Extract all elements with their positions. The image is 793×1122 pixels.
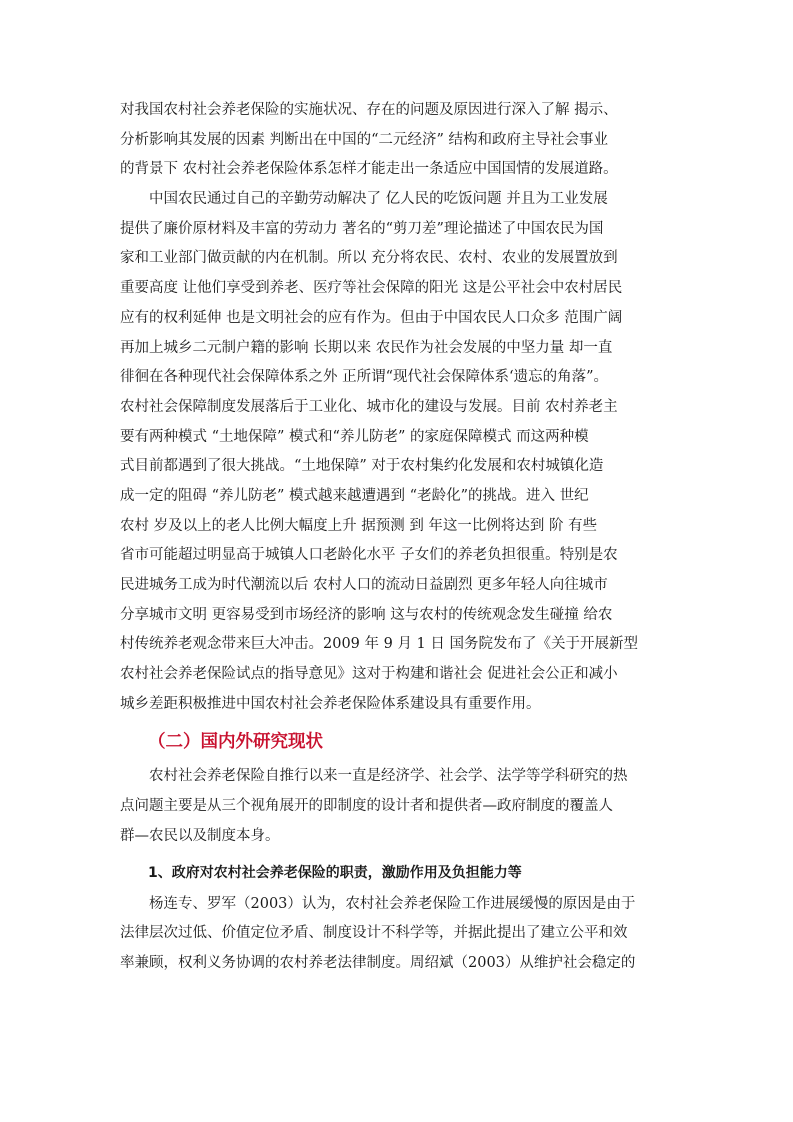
text-line: 家和工业部门做贡献的内在机制。所以 充分将农民、农村、农业的发展置放到 xyxy=(120,250,618,267)
text-line: 重要高度 让他们享受到养老、医疗等社会保障的阳光 这是公平社会中农村居民 xyxy=(120,280,623,297)
text-line: 要有两种模式 “土地保障” 模式和“养儿防老” 的家庭保障模式 而这两种模 xyxy=(120,428,589,445)
text-line: 的背景下 农村社会养老保险体系怎样才能走出一条适应中国国情的发展道路。 xyxy=(120,161,618,178)
text-line: 省市可能超过明显高于城镇人口老龄化水平 子女们的养老负担很重。特别是农 xyxy=(120,547,618,564)
text-line: 分享城市文明 更容易受到市场经济的影响 这与农村的传统观念发生碰撞 给农 xyxy=(120,606,613,623)
text-line: 农村社会养老保险自推行以来一直是经济学、社会学、法学等学科研究的热 xyxy=(149,768,628,785)
text-line: 法律层次过低、价值定位矛盾、制度设计不科学等，并据此提出了建立公平和效 xyxy=(120,925,628,942)
text-line: 率兼顾，权利义务协调的农村养老法律制度。周绍斌（2003）从维护社会稳定的 xyxy=(120,954,636,971)
text-line: 农村社会保障制度发展落后于工业化、城市化的建设与发展。目前 农村养老主 xyxy=(120,398,618,415)
paragraph-intro-continued xyxy=(120,96,685,185)
text-line: 点问题主要是从三个视角展开的即制度的设计者和提供者—政府制度的覆盖人 xyxy=(120,798,613,815)
text-line: 应有的权利延伸 也是文明社会的应有作为。但由于中国农民人口众多 范围广阔 xyxy=(120,309,623,326)
text-line: 对我国农村社会养老保险的实施状况、存在的问题及原因进行深入了解 揭示、 xyxy=(120,102,618,118)
text-line: 式目前都遇到了很大挑战。“土地保障” 对于农村集约化发展和农村城镇化造 xyxy=(120,458,604,475)
text-line: 再加上城乡二元制户籍的影响 长期以来 农民作为社会发展的中坚力量 却一直 xyxy=(120,339,613,356)
text-line: 杨连专、罗军（2003）认为，农村社会养老保险工作进展缓慢的原因是由于 xyxy=(149,895,636,912)
paragraph-research-overview xyxy=(120,762,685,851)
text-line: 城乡差距积极推进中国农村社会养老保险体系建设具有重要作用。 xyxy=(120,695,541,712)
text-line: 农村 岁及以上的老人比例大幅度上升 据预测 到 年这一比例将达到 阶 有些 xyxy=(120,517,598,534)
text-line: 中国农民通过自己的辛勤劳动解决了 亿人民的吃饭问题 并且为工业发展 xyxy=(149,191,608,208)
paragraph-background xyxy=(120,185,685,719)
text-line: 村传统养老观念带来巨大冲击。2009 年 9 月 1 日 国务院发布了《关于开展新型 xyxy=(120,636,639,653)
text-line: 分析影响其发展的因素 判断出在中国的“二元经济” 结构和政府主导社会事业 xyxy=(120,131,609,148)
text-line: 民进城务工成为时代潮流以后 农村人口的流动日益剧烈 更多年轻人向往城市 xyxy=(120,577,608,593)
document-body xyxy=(120,96,685,979)
text-line: 提供了廉价原材料及丰富的劳动力 著名的“剪刀差”理论描述了中国农民为国 xyxy=(120,220,604,237)
section-heading: （二）国内外研究现状 xyxy=(148,732,323,753)
text-line: 徘徊在各种现代社会保障体系之外 正所谓“现代社会保障体系‘遗忘的角落”。 xyxy=(120,369,609,386)
sub-heading: 1、政府对农村社会养老保险的职责，激励作用及负担能力等 xyxy=(148,864,522,881)
text-line: 成一定的阻碍 “养儿防老” 模式越来越遭遇到 “老龄化”的挑战。进入 世纪 xyxy=(120,487,589,504)
paragraph-literature xyxy=(120,890,685,979)
text-line: 群—农民以及制度本身。 xyxy=(120,827,280,844)
text-line: 农村社会养老保险试点的指导意见》这对于构建和谐社会 促进社会公正和减小 xyxy=(120,666,618,683)
